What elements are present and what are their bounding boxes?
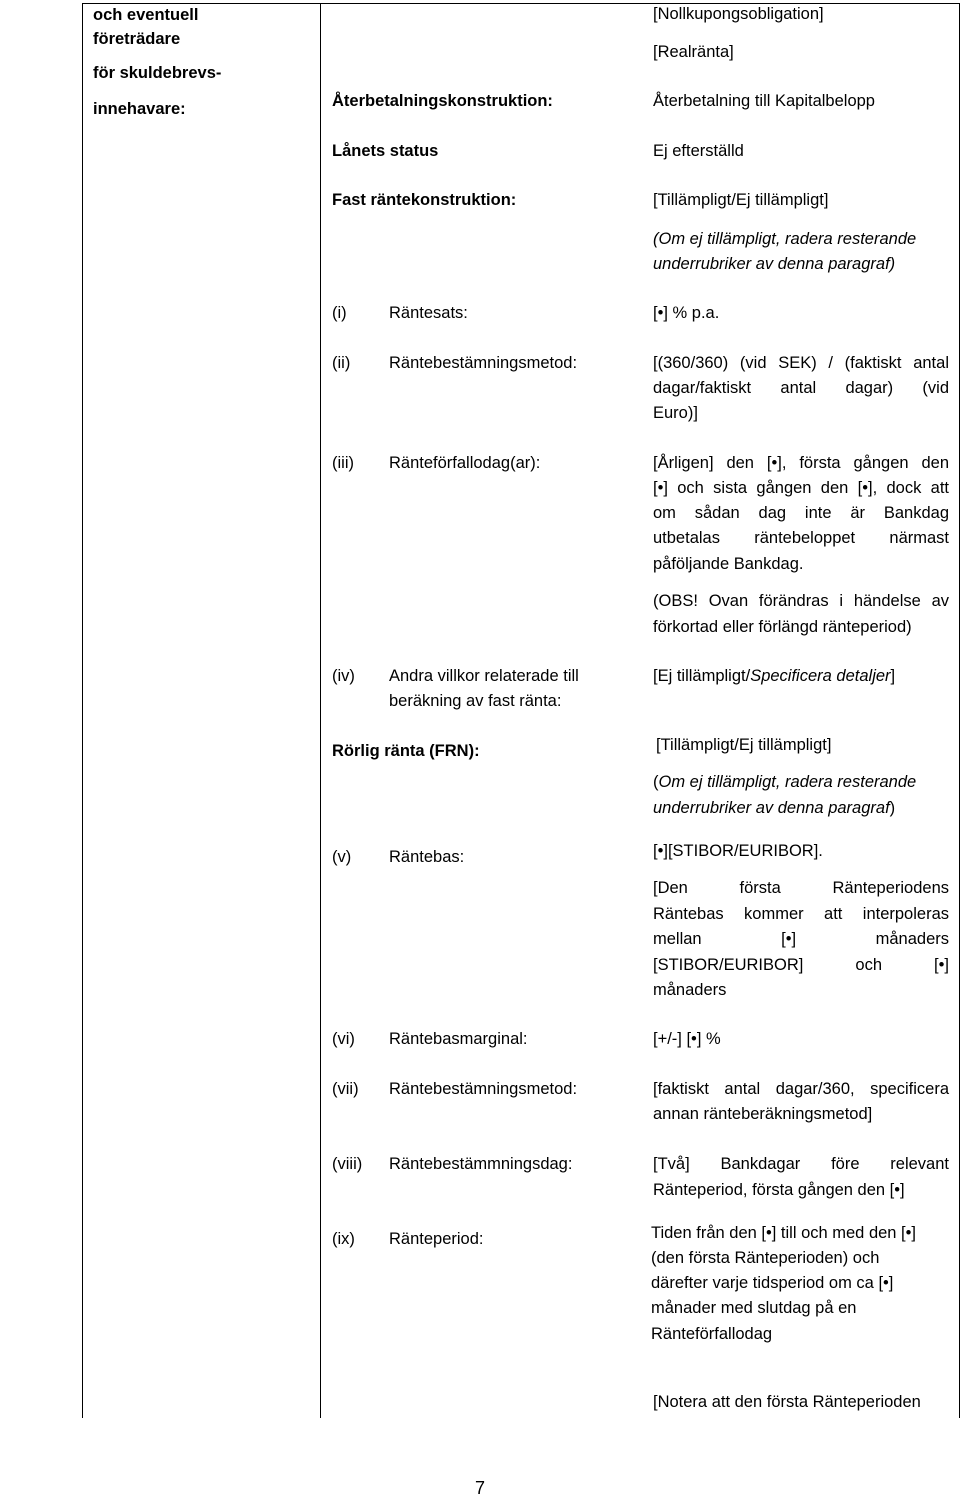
left-col-line2: företrädare [93, 30, 181, 48]
item-iv-label-line1: Andra villkor relaterade till [389, 667, 579, 685]
item-iii-line1: [Årligen] den [•], första gången den [653, 454, 949, 472]
item-iv-value-plain: [Ej tillämpligt/ [653, 667, 751, 685]
item-vi-number: (vi) [332, 1030, 355, 1048]
item-ii-line1: [(360/360) (vid SEK) / (faktiskt antal [653, 354, 949, 372]
item-i-value: [•] % p.a. [653, 304, 720, 322]
fast-note-line1: (Om ej tillämpligt, radera resterande [653, 230, 917, 248]
item-iii-label: Ränteförfallodag(ar): [389, 454, 541, 472]
item-iii-obs-line2: förkortad eller förlängd ränteperiod) [653, 618, 912, 636]
aterbetalning-value: Återbetalning till Kapitalbelopp [653, 92, 875, 110]
realranta-option: [Realränta] [653, 43, 734, 61]
rorlig-note-line2 [653, 796, 895, 822]
item-iv-value-italic: Specificera detaljer [750, 667, 891, 685]
item-ii-number: (ii) [332, 354, 351, 372]
item-ix-line5: Ränteförfallodag [651, 1325, 773, 1343]
item-iii-line3: om sådan dag inte är Bankdag [653, 504, 949, 522]
item-vii-number: (vii) [332, 1080, 359, 1098]
fast-label: Fast räntekonstruktion: [332, 191, 517, 209]
left-col-line1: och eventuell [93, 6, 199, 24]
item-viii-line2: Ränteperiod, första gången den [•] [653, 1181, 905, 1199]
rorlig-note-open: ( [653, 773, 659, 791]
rorlig-note-line1 [653, 770, 916, 796]
item-v-number: (v) [332, 848, 352, 866]
item-ii-line3: Euro)] [653, 404, 698, 422]
item-iv-label-line2: beräkning av fast ränta: [389, 692, 562, 710]
fast-value: [Tillämpligt/Ej tillämpligt] [653, 191, 829, 209]
page-number: 7 [474, 1478, 485, 1498]
status-label: Lånets status [332, 142, 439, 160]
column-divider [320, 3, 321, 1418]
item-iii-line2: [•] och sista gången den [•], dock att [653, 479, 949, 497]
item-v-detail-line1: [Den första Ränteperiodens [653, 879, 949, 897]
item-iii-line5: påföljande Bankdag. [653, 555, 804, 573]
item-iii-obs-line1: (OBS! Ovan förändras i händelse av [653, 592, 949, 610]
item-ix-line1: Tiden från den [•] till och med den [•] [651, 1224, 916, 1242]
item-viii-line1: [Två] Bankdagar före relevant [653, 1155, 949, 1173]
item-v-value: [•][STIBOR/EURIBOR]. [653, 842, 823, 860]
item-i-label: Räntesats: [389, 304, 468, 322]
item-i-number: (i) [332, 304, 347, 322]
rorlig-value: [Tillämpligt/Ej tillämpligt] [656, 736, 832, 754]
left-col-line3: för skuldebrevs- [93, 64, 222, 82]
item-iv-number: (iv) [332, 667, 355, 685]
item-iv-value [653, 664, 895, 690]
aterbetalning-label: Återbetalningskonstruktion: [332, 92, 553, 110]
item-iv-value-end: ] [890, 667, 896, 685]
item-v-detail-line5: månaders [653, 981, 727, 999]
rorlig-note-text2: underrubriker av denna paragraf [653, 799, 890, 817]
item-ix-label: Ränteperiod: [389, 1230, 484, 1248]
item-v-detail-line2: Räntebas kommer att interpoleras [653, 905, 949, 923]
item-vii-label: Räntebestämningsmetod: [389, 1080, 578, 1098]
item-ix-line2: (den första Ränteperioden) och [651, 1249, 880, 1267]
item-ix-line3: därefter varje tidsperiod om ca [•] [651, 1274, 894, 1292]
item-ii-label: Räntebestämningsmetod: [389, 354, 578, 372]
item-viii-number: (viii) [332, 1155, 363, 1173]
table-left-border [82, 3, 83, 1418]
item-viii-label: Räntebestämmningsdag: [389, 1155, 573, 1173]
rorlig-note-close: ) [889, 799, 896, 817]
item-vi-value: [+/-] [•] % [653, 1030, 721, 1048]
item-vii-line1: [faktiskt antal dagar/360, specificera [653, 1080, 949, 1098]
table-top-border [82, 3, 959, 4]
rorlig-label: Rörlig ränta (FRN): [332, 742, 480, 760]
item-iii-line4: utbetalas räntebeloppet närmast [653, 529, 949, 547]
item-ii-line2: dagar/faktiskt antal dagar) (vid [653, 379, 949, 397]
nollkupong-option: [Nollkupongsobligation] [653, 5, 824, 23]
item-vii-line2: annan ränteberäkningsmetod] [653, 1105, 873, 1123]
item-iii-number: (iii) [332, 454, 354, 472]
item-ix-number: (ix) [332, 1230, 355, 1248]
item-vi-label: Räntebasmarginal: [389, 1030, 528, 1048]
item-v-detail-line4: [STIBOR/EURIBOR] och [•] [653, 956, 949, 974]
rorlig-note-text1: Om ej tillämpligt, radera resterande [658, 773, 917, 791]
fast-note-line2: underrubriker av denna paragraf) [653, 255, 896, 273]
item-v-detail-line3: mellan [•] månaders [653, 930, 949, 948]
item-v-label: Räntebas: [389, 848, 465, 866]
left-col-line4: innehavare: [93, 100, 186, 118]
item-ix-line4: månader med slutdag på en [651, 1299, 857, 1317]
status-value: Ej efterställd [653, 142, 744, 160]
notera-text: [Notera att den första Ränteperioden [653, 1393, 921, 1411]
